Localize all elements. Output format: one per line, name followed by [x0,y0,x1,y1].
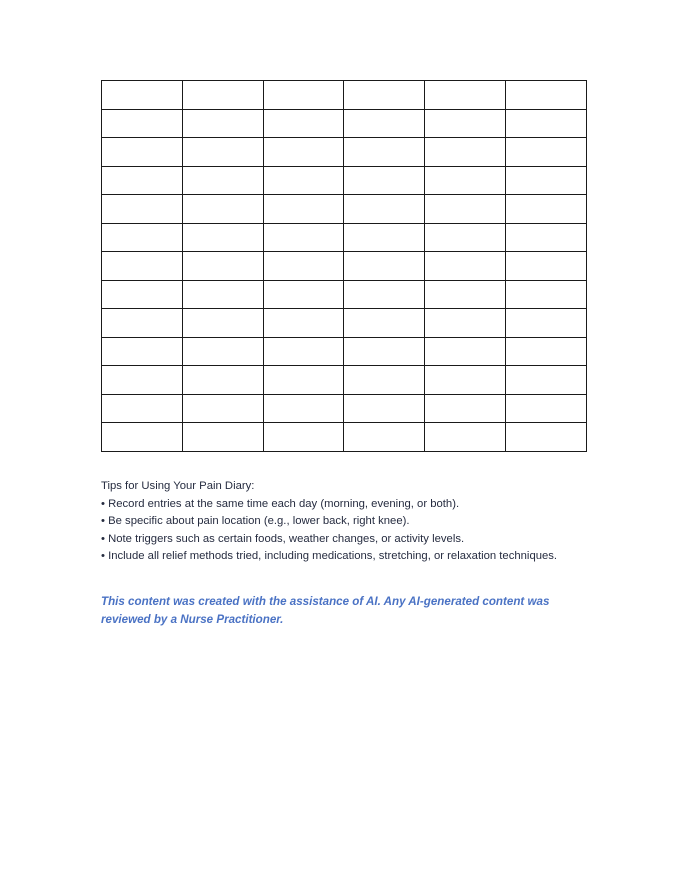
table-cell [344,423,425,452]
tips-section [101,478,661,566]
table-cell [344,81,425,110]
table-cell [263,280,344,309]
table-cell [344,280,425,309]
table-row [102,81,587,110]
table-cell [425,166,506,195]
table-cell [102,109,183,138]
table-cell [182,337,263,366]
table-cell [263,423,344,452]
tip-item: • Include all relief methods tried, including medications, stretching, or relaxation techniques. [101,550,558,563]
table-row [102,337,587,366]
table-cell [102,366,183,395]
table-cell [182,223,263,252]
table-cell [102,252,183,281]
table-cell [506,138,587,167]
table-row [102,366,587,395]
table-cell [102,423,183,452]
table-cell [182,81,263,110]
table-cell [344,138,425,167]
table-cell [263,252,344,281]
table-cell [102,394,183,423]
tip-item: • Record entries at the same time each day (morning, evening, or both). [101,497,460,510]
table-cell [506,337,587,366]
table-cell [182,280,263,309]
table-cell [425,138,506,167]
table-cell [425,81,506,110]
table-row [102,109,587,138]
table-cell [263,166,344,195]
table-cell [344,195,425,224]
table-row [102,138,587,167]
table-cell [506,109,587,138]
table-cell [182,252,263,281]
table-cell [263,394,344,423]
table-cell [344,337,425,366]
table-cell [263,366,344,395]
table-cell [263,195,344,224]
table-cell [425,366,506,395]
table-cell [263,109,344,138]
table-cell [506,423,587,452]
table-cell [506,252,587,281]
table-cell [102,166,183,195]
table-cell [425,423,506,452]
table-cell [425,394,506,423]
table-cell [102,309,183,338]
table-cell [344,166,425,195]
table-cell [506,280,587,309]
table-cell [506,166,587,195]
table-cell [263,309,344,338]
table-cell [425,252,506,281]
table-cell [182,309,263,338]
table-cell [182,195,263,224]
table-cell [425,337,506,366]
table-cell [506,81,587,110]
table-cell [425,223,506,252]
table-cell [425,280,506,309]
table-cell [506,366,587,395]
table-cell [102,280,183,309]
table-cell [102,337,183,366]
table-row [102,223,587,252]
table-cell [344,252,425,281]
table-row [102,252,587,281]
table-row [102,394,587,423]
table-row [102,280,587,309]
table-cell [506,223,587,252]
table-cell [344,394,425,423]
table-cell [344,366,425,395]
tip-item: • Note triggers such as certain foods, weather changes, or activity levels. [101,532,465,545]
table-cell [506,394,587,423]
table-row [102,423,587,452]
table-row [102,166,587,195]
table-cell [344,309,425,338]
table-cell [506,309,587,338]
pain-diary-table [101,80,587,452]
tip-item: • Be specific about pain location (e.g., lower back, right knee). [101,515,410,528]
ai-disclaimer: This content was created with the assistance of AI. Any AI-generated content was reviewed by a Nurse Practitioner. [101,595,550,626]
table-cell [263,337,344,366]
pain-diary-table-body [102,81,587,452]
table-cell [182,138,263,167]
table-cell [182,166,263,195]
table-cell [425,309,506,338]
table-cell [344,109,425,138]
table-cell [263,223,344,252]
table-cell [102,138,183,167]
table-cell [182,394,263,423]
table-cell [263,81,344,110]
table-cell [506,195,587,224]
table-cell [102,195,183,224]
tips-heading: Tips for Using Your Pain Diary: [101,480,255,492]
table-cell [182,423,263,452]
table-cell [102,81,183,110]
table-row [102,309,587,338]
table-cell [102,223,183,252]
table-cell [182,366,263,395]
table-cell [263,138,344,167]
table-cell [425,195,506,224]
table-cell [425,109,506,138]
table-cell [182,109,263,138]
table-row [102,195,587,224]
table-cell [344,223,425,252]
